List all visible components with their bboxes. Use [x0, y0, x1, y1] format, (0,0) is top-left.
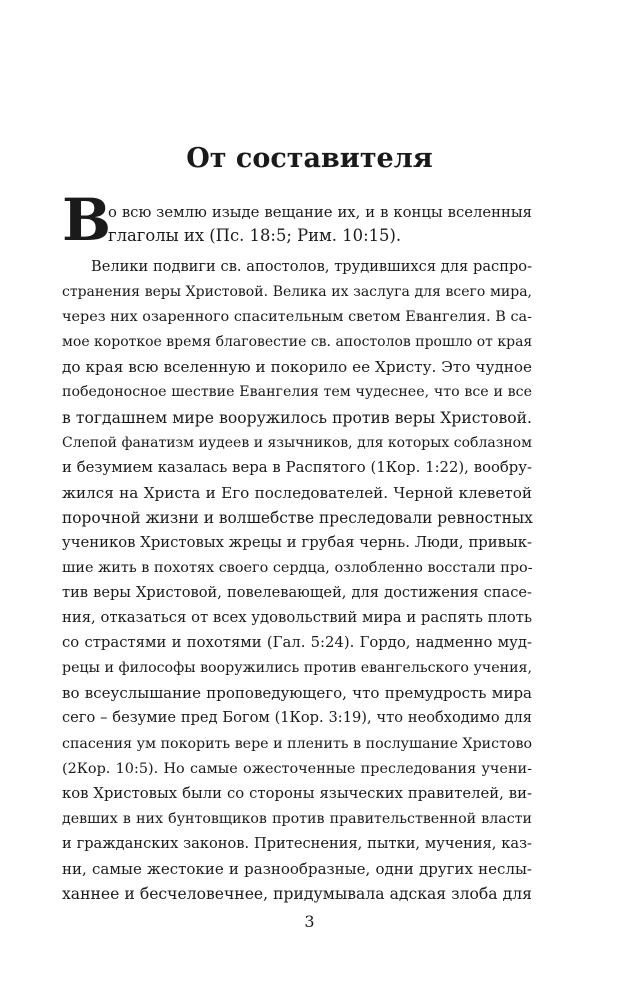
text-line: рецы и философы вооружились против евангельского учения,	[62, 660, 532, 677]
text-line: мое короткое время благовестие св. апостолов прошло от края	[62, 334, 533, 351]
text-line: порочной жизни и волшебстве преследовали ревностных	[62, 508, 533, 527]
text-line: победоносное шествие Евангелия тем чудеснее, что все и все	[62, 384, 532, 401]
text-line: жился на Христа и Его последователей. Черной клеветой	[62, 483, 532, 502]
text-line: Слепой фанатизм иудеев и язычников, для которых соблазном	[62, 434, 532, 451]
page-title: От составителя	[186, 143, 433, 174]
page-number: 3	[304, 912, 315, 931]
text-line: ния, отказаться от всех удовольствий мира и распять плоть	[62, 609, 533, 627]
text-line: глаголы их (Пс. 18:5; Рим. 10:15).	[108, 226, 402, 245]
text-line: через них озаренного спасительным светом Евангелия. В са-	[62, 309, 532, 326]
text-line: во всеуслышание проповедующего, что премудрость мира	[62, 684, 532, 703]
text-line: и безумием казалась вера в Распятого (1Кор. 1:22), вообру-	[62, 458, 532, 476]
text-line: девших в них бунтовщиков против правительственной власти	[62, 810, 532, 827]
text-line: тив веры Христовой, повелевающей, для достижения спасе-	[62, 584, 532, 602]
text-line: и гражданских законов. Притеснения, пытки, мучения, каз-	[62, 834, 532, 852]
text-line: ков Христовых были со стороны языческих правителей, ви-	[62, 784, 532, 802]
text-line: о всю землю изыде вещание их, и в концы вселенныя	[108, 204, 532, 221]
text-line: со страстями и похотями (Гал. 5:24). Гордо, надменно муд-	[62, 634, 532, 652]
text-line: шие жить в похотях своего сердца, озлобленно восстали про-	[62, 560, 533, 576]
text-line: ни, самые жестокие и разнообразные, одни других неслы-	[62, 859, 532, 878]
text-line: спасения ум покорить вере и пленить в послушание Христово	[62, 735, 532, 752]
text-line: странения веры Христовой. Велика их заслуга для всего мира,	[62, 284, 532, 301]
drop-cap: В	[62, 186, 112, 254]
text-line: Велики подвиги св. апостолов, трудившихся для распро-	[91, 258, 532, 276]
text-line: в тогдашнем мире вооружилось против веры Христовой.	[62, 408, 532, 427]
text-line: учеников Христовых жрецы и грубая чернь. Люди, привык-	[62, 533, 532, 551]
text-line: ханнее и бесчеловечнее, придумывала адская злоба для	[62, 885, 532, 903]
text-line: (2Кор. 10:5). Но самые ожесточенные преследования учени-	[62, 760, 532, 777]
text-line: до края всю вселенную и покорило ее Христу. Это чудное	[62, 358, 532, 377]
text-line: сего – безумие пред Богом (1Кор. 3:19), что необходимо для	[62, 709, 532, 727]
